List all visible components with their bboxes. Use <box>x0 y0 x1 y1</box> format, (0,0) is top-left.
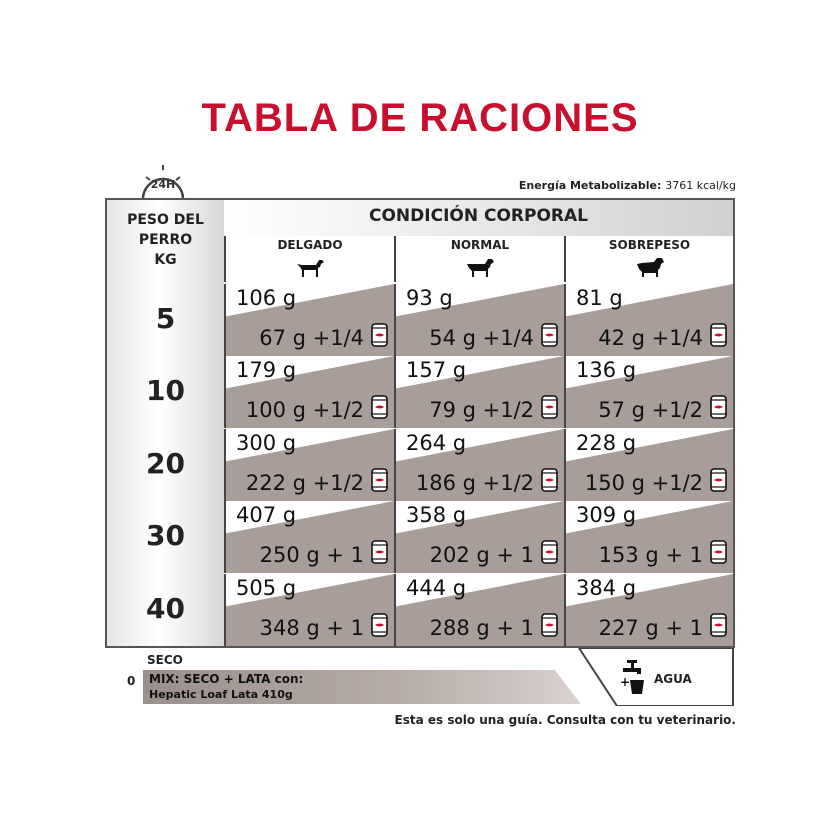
legend-mix-line1: MIX: SECO + LATA con: <box>149 672 304 686</box>
ration-cell <box>564 501 733 573</box>
ration-cell <box>394 501 564 573</box>
column-header-normal <box>394 236 564 282</box>
column-label: NORMAL <box>450 238 510 252</box>
can-icon <box>710 395 727 419</box>
peso-header-line2: PERRO <box>138 232 193 248</box>
dog-weight-column <box>107 200 224 646</box>
ration-cell <box>224 284 394 356</box>
mix-ration: 250 g + 1 <box>259 543 364 568</box>
peso-header-line3: KG <box>154 252 177 268</box>
ration-cell <box>564 356 733 428</box>
legend-agua: AGUA <box>654 672 692 686</box>
ration-cell <box>394 284 564 356</box>
ration-cell <box>564 284 733 356</box>
dry-ration: 93 g <box>406 286 453 310</box>
footer-note: Esta es solo una guía. Consulta con tu veterinario. <box>394 713 736 727</box>
dry-ration: 300 g <box>236 430 297 455</box>
mix-ration: 79 g +1/2 <box>429 398 534 423</box>
can-icon <box>371 540 388 564</box>
ration-table <box>105 198 735 648</box>
dry-ration: 106 g <box>236 286 297 310</box>
clock-24h-icon <box>137 161 189 201</box>
can-icon <box>710 323 727 347</box>
body-condition-title: CONDICIÓN CORPORAL <box>369 206 588 226</box>
dry-ration: 228 g <box>576 430 637 455</box>
can-icon <box>371 613 388 637</box>
dry-ration: 309 g <box>576 503 637 528</box>
column-header-delgado <box>224 236 394 282</box>
can-icon <box>541 613 558 637</box>
column-header-sobrepeso <box>564 236 733 282</box>
energy-label: Energía Metabolizable: <box>518 179 662 192</box>
energy-info <box>519 179 736 192</box>
ration-cell <box>394 356 564 428</box>
dry-ration: 179 g <box>236 358 297 383</box>
mix-ration: 222 g +1/2 <box>245 470 364 495</box>
body-condition-header <box>224 200 733 236</box>
clock-label: 24H <box>150 178 176 191</box>
can-icon <box>371 468 388 492</box>
column-label: DELGADO <box>277 238 343 252</box>
dry-ration: 407 g <box>236 503 297 528</box>
column-label: SOBREPESO <box>608 238 691 252</box>
dry-ration: 384 g <box>576 575 637 600</box>
ration-cell <box>394 429 564 501</box>
page-title: TABLA DE RACIONES <box>201 96 639 140</box>
dog-weight-kg: 10 <box>146 374 185 408</box>
dog-weight-kg: 30 <box>146 519 185 553</box>
energy-value: 3761 kcal/kg <box>665 179 736 192</box>
mix-ration: 100 g +1/2 <box>245 398 364 423</box>
can-icon <box>710 540 727 564</box>
overweight-dog-icon <box>634 256 666 278</box>
ration-cell <box>224 574 394 646</box>
ration-cell <box>564 574 733 646</box>
dry-ration: 358 g <box>406 503 467 528</box>
legend-seco: SECO <box>147 653 183 667</box>
dry-ration: 136 g <box>576 358 637 383</box>
dry-ration: 157 g <box>406 358 467 383</box>
dog-weight-kg: 5 <box>155 302 176 335</box>
thin-dog-icon <box>294 256 326 278</box>
can-icon <box>371 395 388 419</box>
mix-ration: 150 g +1/2 <box>584 470 703 495</box>
mix-ration: 57 g +1/2 <box>598 398 703 423</box>
can-icon <box>710 613 727 637</box>
mix-ration: 67 g +1/4 <box>259 326 364 350</box>
ration-cell <box>224 501 394 573</box>
legend-mix-line2: Hepatic Loaf Lata 410g <box>149 688 293 701</box>
ration-cell <box>224 429 394 501</box>
can-icon <box>541 395 558 419</box>
mix-ration: 186 g +1/2 <box>415 470 534 495</box>
can-icon <box>371 323 388 347</box>
can-icon <box>541 468 558 492</box>
dry-ration: 505 g <box>236 575 297 600</box>
mix-ration: 54 g +1/4 <box>429 326 534 350</box>
can-icon <box>710 468 727 492</box>
normal-dog-icon <box>464 256 496 278</box>
can-icon <box>541 323 558 347</box>
mix-ration: 348 g + 1 <box>259 615 364 640</box>
ration-cell <box>224 356 394 428</box>
can-icon <box>541 540 558 564</box>
ration-cell <box>394 574 564 646</box>
mix-ration: 202 g + 1 <box>429 543 534 568</box>
dry-ration: 264 g <box>406 430 467 455</box>
dry-ration: 444 g <box>406 575 467 600</box>
mix-ration: 288 g + 1 <box>429 615 534 640</box>
svg-text:+: + <box>620 675 631 689</box>
dry-ration: 81 g <box>576 286 623 310</box>
peso-header-line1: PESO DEL <box>127 212 204 228</box>
legend-zero: 0 <box>127 674 136 688</box>
dog-weight-kg: 20 <box>146 446 185 480</box>
ration-cell <box>564 429 733 501</box>
mix-ration: 227 g + 1 <box>598 615 703 640</box>
dog-weight-kg: 40 <box>146 591 185 625</box>
legend <box>105 648 735 708</box>
peso-header <box>107 210 224 270</box>
mix-ration: 42 g +1/4 <box>598 326 703 350</box>
water-tap-icon <box>617 658 647 698</box>
mix-ration: 153 g + 1 <box>598 543 703 568</box>
